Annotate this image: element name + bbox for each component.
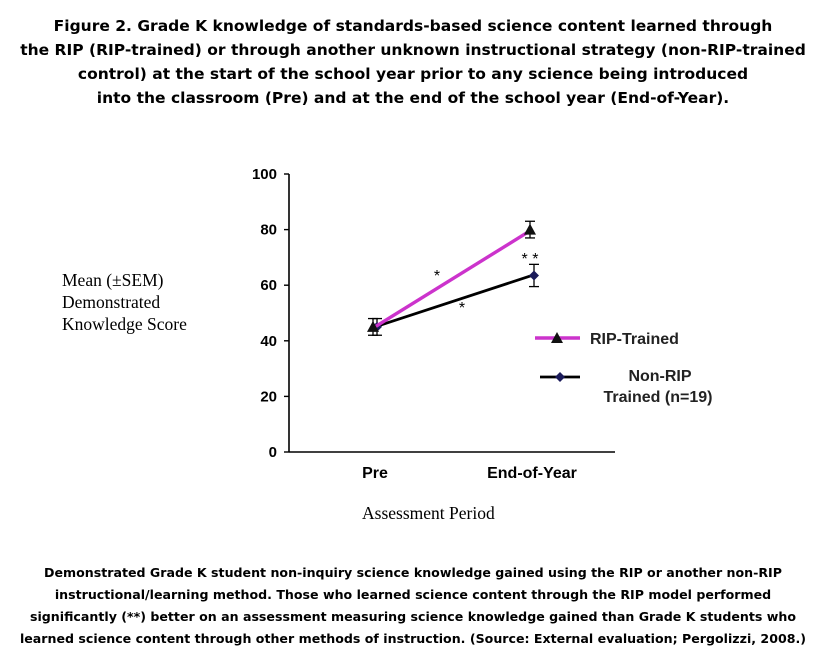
caption-line: significantly (**) better on an assessment measuring science knowledge gained than Grade K students who	[29, 609, 796, 624]
significance-marker: *	[433, 268, 441, 285]
title-line: control) at the start of the school year prior to any science being introduced	[77, 65, 749, 83]
legend-label: RIP-Trained	[590, 331, 679, 348]
x-tick-label: End-of-Year	[487, 465, 577, 482]
series-line-non-rip-trained	[375, 275, 532, 326]
significance-marker: *	[458, 300, 466, 317]
caption-line: learned science content through other methods of instruction. (Source: External evaluation; Pergolizzi, 2008.)	[19, 631, 807, 646]
y-tick-label: 60	[260, 277, 277, 295]
y-axis-label-line: Mean (±SEM)	[62, 270, 164, 290]
title-line: the RIP (RIP-trained) or through another unknown instructional strategy (non-RIP-trained	[20, 41, 806, 59]
figure-caption	[6, 562, 820, 650]
x-tick-label: Pre	[362, 465, 388, 482]
legend-label: Non-RIP	[628, 368, 692, 385]
caption-line: instructional/learning method. Those who learned science content through the RIP model performed	[54, 587, 772, 602]
data-point-triangle	[524, 224, 536, 235]
title-line: Figure 2. Grade K knowledge of standards-based science content learned through	[53, 17, 773, 35]
significance-marker: * *	[521, 251, 539, 268]
legend-label: Trained (n=19)	[603, 389, 713, 406]
y-tick-label: 40	[260, 332, 277, 350]
caption-line: Demonstrated Grade K student non-inquiry science knowledge gained using the RIP or another non-RIP	[44, 565, 782, 580]
y-tick-label: 20	[260, 388, 277, 406]
legend-marker-diamond	[555, 372, 565, 382]
data-point-diamond	[529, 270, 539, 280]
y-axis-label-line: Demonstrated	[62, 292, 161, 312]
x-axis-label: Assessment Period	[362, 503, 495, 523]
y-tick-label: 80	[260, 221, 277, 239]
y-tick-label: 0	[268, 444, 277, 461]
title-line: into the classroom (Pre) and at the end of the school year (End-of-Year).	[96, 89, 730, 107]
y-axis-label-line: Knowledge Score	[62, 314, 187, 334]
y-tick-label: 100	[251, 166, 277, 183]
series-line-rip-trained	[375, 230, 532, 327]
